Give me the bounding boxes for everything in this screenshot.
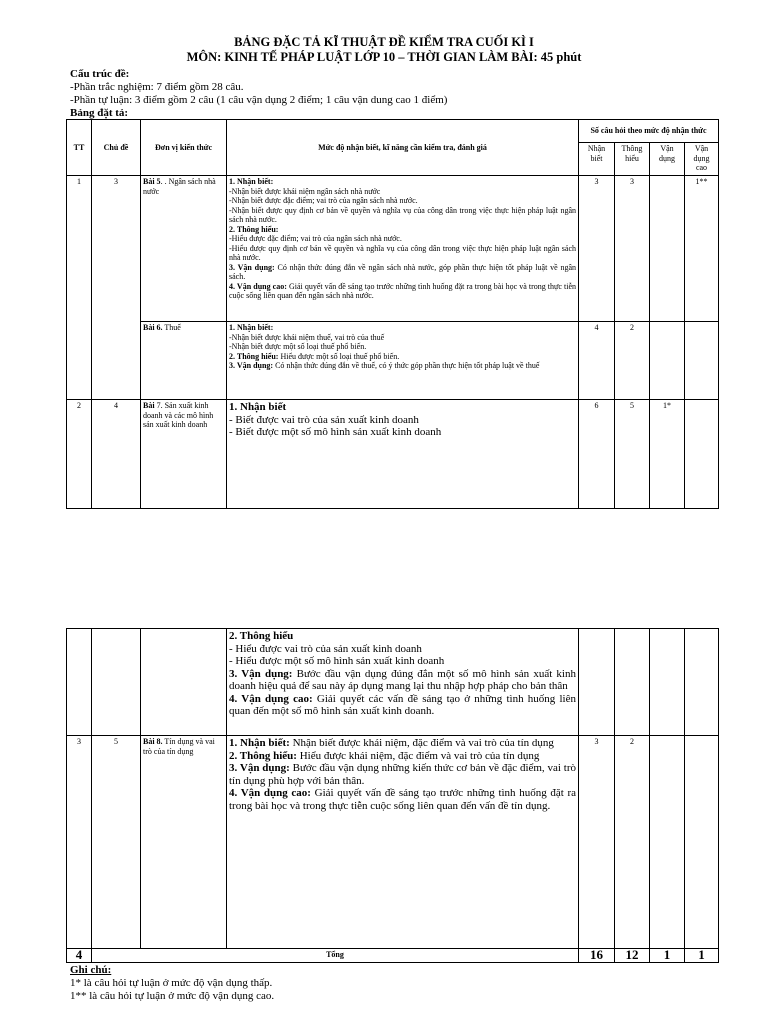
header-tt: TT <box>67 120 92 176</box>
table-row <box>67 400 719 509</box>
row2-nhan-biet: 6 <box>579 400 615 509</box>
spec-table-part2 <box>66 628 719 963</box>
row2-van-dung: 1* <box>650 400 685 509</box>
row1-a-nhan-biet: 3 <box>579 176 615 322</box>
table-row <box>67 176 719 322</box>
total-tt: 4 <box>67 949 92 963</box>
header-van-dung: Vận dụng <box>650 143 685 176</box>
row1-tt: 1 <box>67 176 92 400</box>
header-van-dung-cao: Vận dụng cao <box>685 143 719 176</box>
row2-chu-de: 4 <box>92 400 141 509</box>
total-nhan-biet: 16 <box>579 949 615 963</box>
notes-section <box>70 964 274 1003</box>
row3-nhan-biet: 3 <box>579 736 615 949</box>
row1-lesson-a-details: 1. Nhận biết: -Nhận biết được khái niệm ngân sách nhà nước -Nhận biết được đặc điểm; vai trò của ngân sách nhà nước. -Nhận biết được quy định cơ bản về quyền và nghĩa vụ của công dân trong việc thực hiện pháp luật ngân sách nhà nước. 2. Thông hiểu: -Hiểu được đặc điểm; vai trò của ngân sách nhà nước. -Hiểu được quy định cơ bản về quyền và nghĩa vụ của công dân trong việc thực hiện pháp luật ngân sách nhà nước. 3. Vận dụng: Có nhận thức đúng đắn về ngân sách nhà nước, góp phần thực hiện tốt pháp luật về ngân sách. 4. Vận dụng cao: Giải quyết vấn đề sáng tạo trước những tình huống đặt ra trong bài học và trong thực tiễn cuộc sống liên quan đến ngân sách nhà nước. <box>227 176 579 322</box>
header-nhan-biet: Nhận biết <box>579 143 615 176</box>
row1-a-van-dung-cao: 1** <box>685 176 719 322</box>
table-row <box>67 629 719 736</box>
row1-lesson-b-details: 1. Nhận biết: -Nhận biết được khái niệm thuế, vai trò của thuế -Nhận biết được một số loại thuế phổ biến. 2. Thông hiểu: Hiểu được một số loại thuế phổ biến. 3. Vận dụng: Có nhận thức đúng đắn về thuế, có ý thức góp phần thực hiện tốt pháp luật về thuế <box>227 322 579 400</box>
table-row <box>67 736 719 949</box>
header-so-cau: Số câu hỏi theo mức độ nhận thức <box>579 120 719 143</box>
row3-lesson: Bài 8. Tín dụng và vai trò của tín dụng <box>141 736 227 949</box>
row1-chu-de: 3 <box>92 176 141 400</box>
row3-details: 1. Nhận biết: Nhận biết được khái niệm, đặc điểm và vai trò của tín dụng 2. Thông hiểu: Hiểu được khái niệm, đặc điểm và vai trò của tín dụng 3. Vận dụng: Bước đầu vận dụng những kiến thức cơ bản về đặc điểm, vai trò tín dụng phù hợp với bản thân. 4. Vận dụng cao: Giải quyết vấn đề sáng tạo trước những tình huống đặt ra trong bài học và trong thực tiễn cuộc sống liên quan đến vấn đề tín dụng. <box>227 736 579 949</box>
header-don-vi: Đơn vị kiến thức <box>141 120 227 176</box>
total-van-dung-cao: 1 <box>685 949 719 963</box>
row2-van-dung-cao <box>685 400 719 509</box>
row3-tt: 3 <box>67 736 92 949</box>
notes-line-2: 1** là câu hỏi tự luận ở mức độ vận dụng cao. <box>70 990 275 1002</box>
row1-a-thong-hieu: 3 <box>615 176 650 322</box>
row1-b-nhan-biet: 4 <box>579 322 615 400</box>
structure-heading: Cấu trúc đề: <box>70 68 130 80</box>
spec-table-part1 <box>66 119 719 509</box>
row1-lesson-a: Bài 5. . Ngân sách nhà nước <box>141 176 227 322</box>
document-title-line2: MÔN: KINH TẾ PHÁP LUẬT LỚP 10 – THỜI GIAN LÀM BÀI: 45 phút <box>186 50 582 64</box>
row2-tt: 2 <box>67 400 92 509</box>
table-row <box>67 322 719 400</box>
total-label: Tổng <box>92 949 579 963</box>
row2-continued-details: 2. Thông hiểu - Hiểu được vai trò của sản xuất kinh doanh - Hiểu được một số mô hình sản xuất kinh doanh 3. Vận dụng: Bước đầu vận dụng đúng đắn một số mô hình sản xuất kinh doanh hiệu quả để sau này áp dụng mang lại thu nhập hợp pháp cho bản thân 4. Vận dụng cao: Giải quyết các vấn đề sáng tạo ở những tình huống liên quan đến một số mô hình sản xuất kinh doanh. <box>227 629 579 736</box>
table-heading: Bảng đặt tả: <box>70 107 129 119</box>
header-muc-do: Mức độ nhận biết, kĩ năng cần kiểm tra, đánh giá <box>227 120 579 176</box>
document-title-line1: BẢNG ĐẶC TẢ KĨ THUẬT ĐỀ KIỂM TRA CUỐI KÌ I <box>234 35 534 49</box>
row2-details: 1. Nhận biết - Biết được vai trò của sản xuất kinh doanh - Biết được một số mô hình sản xuất kinh doanh <box>227 400 579 509</box>
row3-chu-de: 5 <box>92 736 141 949</box>
total-row <box>67 949 719 963</box>
notes-heading: Ghi chú: <box>70 964 112 976</box>
row1-b-thong-hieu: 2 <box>615 322 650 400</box>
row3-thong-hieu: 2 <box>615 736 650 949</box>
header-chu-de: Chủ đề <box>92 120 141 176</box>
structure-line-2: -Phần tự luận: 3 điểm gồm 2 câu (1 câu vận dụng 2 điểm; 1 câu vận dung cao 1 điểm) <box>70 94 448 106</box>
row1-lesson-b: Bài 6. Thuế <box>141 322 227 400</box>
row2-thong-hieu: 5 <box>615 400 650 509</box>
row2-lesson: Bài 7. Sản xuất kinh doanh và các mô hình sản xuất kinh doanh <box>141 400 227 509</box>
total-thong-hieu: 12 <box>615 949 650 963</box>
header-thong-hieu: Thông hiểu <box>615 143 650 176</box>
total-van-dung: 1 <box>650 949 685 963</box>
notes-line-1: 1* là câu hỏi tự luận ở mức độ vận dụng thấp. <box>70 977 273 989</box>
structure-line-1: -Phần trắc nghiệm: 7 điểm gồm 28 câu. <box>70 81 244 93</box>
row1-a-van-dung <box>650 176 685 322</box>
